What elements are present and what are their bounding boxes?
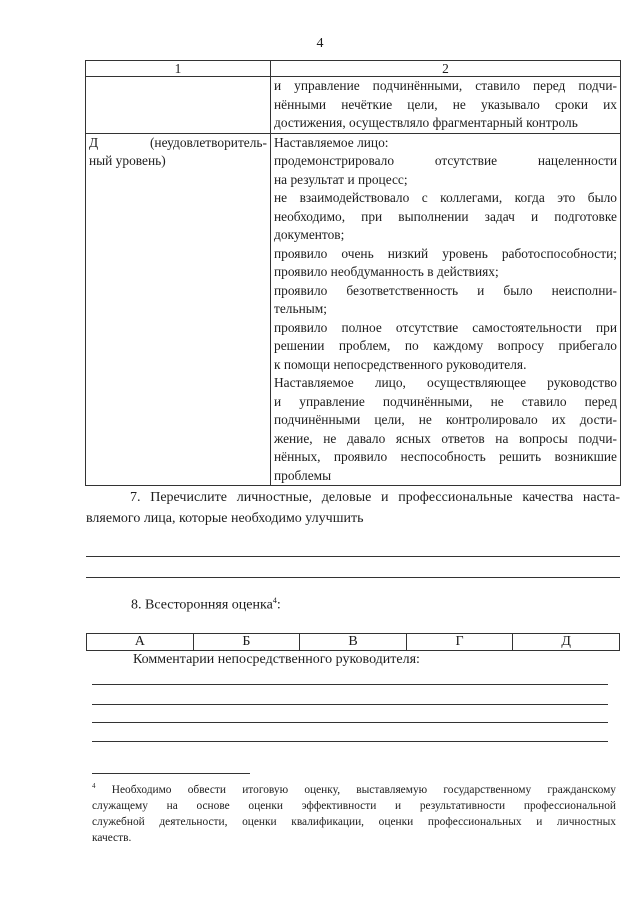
comment-line[interactable] xyxy=(92,684,608,685)
section-7-line: вляемого лица, которые необходимо улучшить xyxy=(86,511,364,526)
grade-cell-empty xyxy=(86,77,271,134)
section-8-colon: : xyxy=(276,597,281,613)
footnote-line xyxy=(92,778,616,798)
grade-options-row xyxy=(87,634,620,651)
section-8-title xyxy=(131,596,281,614)
overall-grade-table xyxy=(86,633,620,651)
description-line: необходимо, при выполнении задач и подготовке xyxy=(274,208,617,224)
description-line: жение, не давало ясных ответов на вопросы подчи- xyxy=(274,430,617,446)
grade-letter: Д xyxy=(89,134,99,150)
supervisor-comments-label: Комментарии непосредственного руководителя: xyxy=(133,652,420,667)
description-line: нёнными нечёткие цели, не указывало сроки их xyxy=(274,96,617,112)
description-line: достижения, осуществляло фрагментарный контроль xyxy=(274,115,578,130)
grade-option-v[interactable]: В xyxy=(300,634,407,651)
description-line: Наставляемое лицо: xyxy=(274,134,389,150)
table-row-grade-d xyxy=(86,133,621,486)
description-line: проблемы xyxy=(274,467,332,483)
description-line: проявило полное отсутствие самостоятельности при xyxy=(274,319,617,335)
footnote-text: Необходимо обвести итоговую оценку, выставляемую государственному гражданскому xyxy=(111,783,616,796)
description-line: подчинёнными цели, не контролировало их дости- xyxy=(274,412,617,427)
description-cell-continued xyxy=(271,77,621,134)
description-line: решении проблем, по каждому вопросу прибегало xyxy=(274,338,617,353)
table-header-row xyxy=(86,61,621,77)
description-line: продемонстрировало отсутствие нацеленности xyxy=(274,153,617,168)
footnote-marker: 4 xyxy=(92,782,96,790)
description-line: нённых, проявило неспособность решить возникшие xyxy=(274,449,617,464)
page-number: 4 xyxy=(316,36,324,51)
description-line: тельным; xyxy=(274,301,327,316)
footnote-line: служащему на основе оценки эффективности и результативности профессиональной xyxy=(92,799,616,812)
evaluation-table xyxy=(85,60,621,486)
column-header-2: 2 xyxy=(271,61,621,77)
description-line: Наставляемое лицо, осуществляющее руководство xyxy=(274,375,617,390)
answer-line[interactable] xyxy=(86,556,620,557)
grade-option-d[interactable]: Д xyxy=(513,634,620,651)
grade-level-text: (неудовлетворитель- xyxy=(149,134,267,150)
comment-line[interactable] xyxy=(92,741,608,742)
description-cell-d xyxy=(271,133,621,486)
section-7-question xyxy=(86,487,620,529)
comment-line[interactable] xyxy=(92,704,608,705)
description-line: и управление подчинёнными, ставило перед подчи- xyxy=(274,78,617,93)
answer-line[interactable] xyxy=(86,577,620,578)
description-line: проявило очень низкий уровень работоспособности; xyxy=(274,245,617,261)
footnote-separator xyxy=(92,773,250,774)
footnote-line: качеств. xyxy=(92,831,132,844)
description-line: не взаимодействовало с коллегами, когда это было xyxy=(274,190,617,205)
table-row-continued xyxy=(86,77,621,134)
grade-option-g[interactable]: Г xyxy=(406,634,513,651)
column-header-1: 1 xyxy=(86,61,271,77)
section-7-line: 7. Перечислите личностные, деловые и профессиональные качества наста- xyxy=(130,490,620,505)
footnote xyxy=(92,778,616,846)
grade-level-text-cont: ный уровень) xyxy=(89,153,166,168)
grade-option-a[interactable]: А xyxy=(87,634,194,651)
description-line: и управление подчинёнными, не ставило перед xyxy=(274,393,617,409)
grade-cell-d xyxy=(86,133,271,486)
description-line: проявило безответственность и было неисполни- xyxy=(274,282,617,298)
grade-label xyxy=(89,134,267,153)
description-line: на результат и процесс; xyxy=(274,171,408,187)
footnote-reference: 4 xyxy=(272,596,277,605)
comment-line[interactable] xyxy=(92,722,608,723)
grade-option-b[interactable]: Б xyxy=(193,634,300,651)
section-8-title-text: 8. Всесторонняя оценка xyxy=(131,597,273,613)
description-line: документов; xyxy=(274,227,345,242)
description-line: проявило необдуманность в действиях; xyxy=(274,264,499,279)
description-line: к помощи непосредственного руководителя. xyxy=(274,356,527,372)
footnote-line: служебной деятельности, оценки квалификации, оценки профессиональных и личностных xyxy=(92,815,616,828)
